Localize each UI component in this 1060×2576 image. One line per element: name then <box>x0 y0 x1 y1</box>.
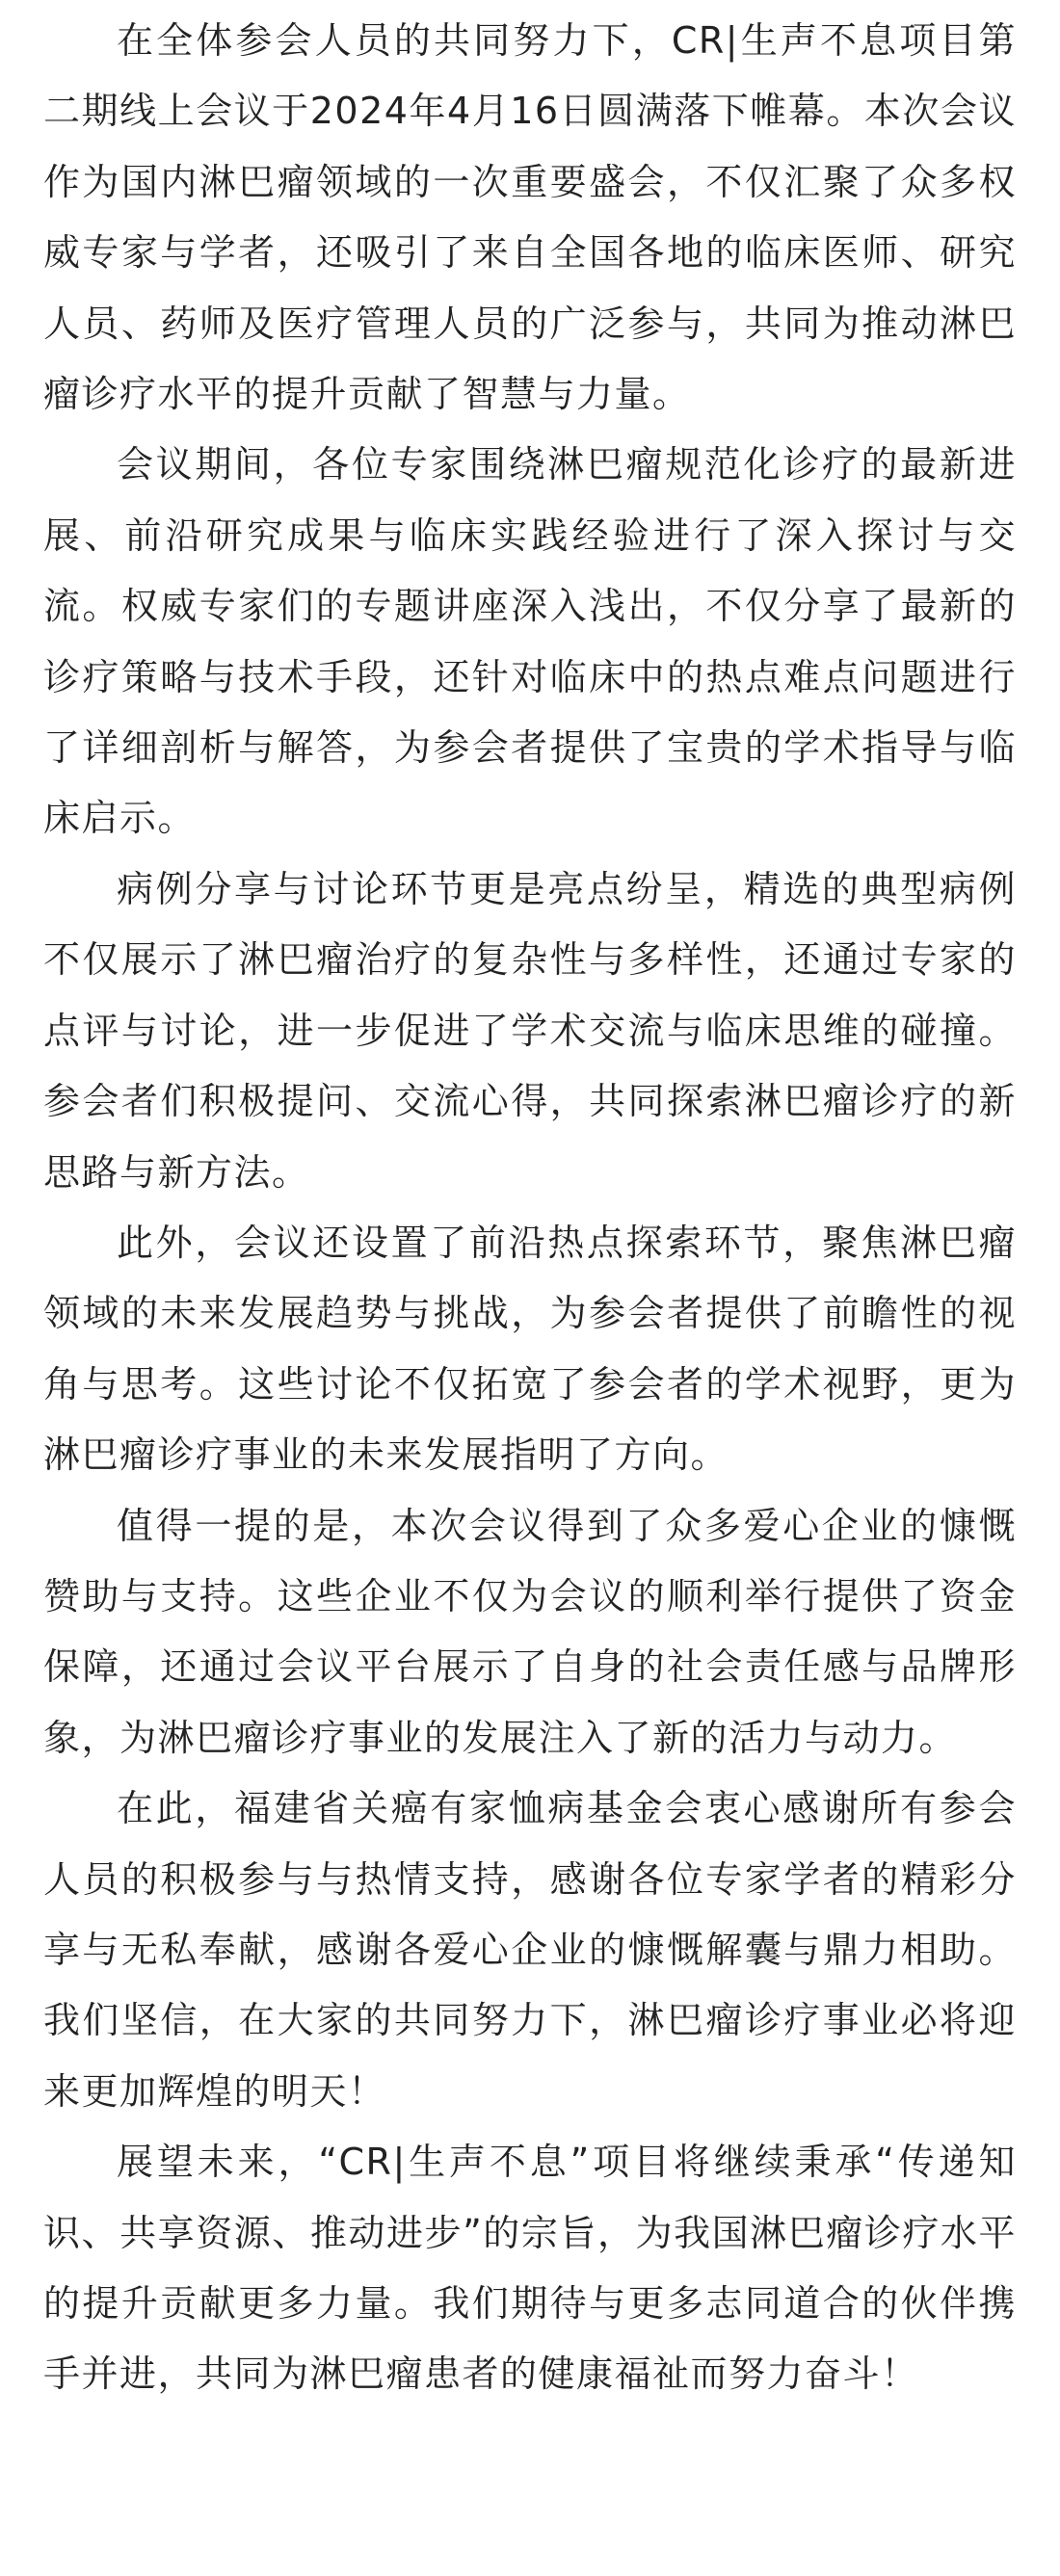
paragraph-meeting-conclusion: 在全体参会人员的共同努力下，CR|生声不息项目第二期线上会议于2024年4月16日圆满落下帷幕。本次会议作为国内淋巴瘤领域的一次重要盛会，不仅汇聚了众多权威专家与学者，还吸引了来自全国各地的临床医师、研究人员、药师及医疗管理人员的广泛参与，共同为推动淋巴瘤诊疗水平的提升贡献了智慧与力量。 <box>43 19 1017 416</box>
paragraph-case-sharing: 病例分享与讨论环节更是亮点纷呈，精选的典型病例不仅展示了淋巴瘤治疗的复杂性与多样性，还通过专家的点评与讨论，进一步促进了学术交流与临床思维的碰撞。参会者们积极提问、交流心得，共同探索淋巴瘤诊疗的新思路与新方法。 <box>43 867 1017 1194</box>
paragraph-frontier-topics: 此外，会议还设置了前沿热点探索环节，聚焦淋巴瘤领域的未来发展趋势与挑战，为参会者提供了前瞻性的视角与思考。这些讨论不仅拓宽了参会者的学术视野，更为淋巴瘤诊疗事业的未来发展指明了方向。 <box>43 1221 1017 1477</box>
paragraph-sponsor-thanks: 值得一提的是，本次会议得到了众多爱心企业的慷慨赞助与支持。这些企业不仅为会议的顺利举行提供了资金保障，还通过会议平台展示了自身的社会责任感与品牌形象，为淋巴瘤诊疗事业的发展注入了新的活力与动力。 <box>43 1504 1017 1759</box>
paragraph-expert-discussion: 会议期间，各位专家围绕淋巴瘤规范化诊疗的最新进展、前沿研究成果与临床实践经验进行了深入探讨与交流。权威专家们的专题讲座深入浅出，不仅分享了最新的诊疗策略与技术手段，还针对临床中的热点难点问题进行了详细剖析与解答，为参会者提供了宝贵的学术指导与临床启示。 <box>43 443 1017 840</box>
paragraph-outlook: 展望未来，“CR|生声不息”项目将继续秉承“传递知识、共享资源、推动进步”的宗旨，为我国淋巴瘤诊疗水平的提升贡献更多力量。我们期待与更多志同道合的伙伴携手并进，共同为淋巴瘤患者的健康福祉而努力奋斗！ <box>43 2141 1017 2396</box>
paragraph-foundation-thanks: 在此，福建省关癌有家恤病基金会衷心感谢所有参会人员的积极参与与热情支持，感谢各位专家学者的精彩分享与无私奉献，感谢各爱心企业的慷慨解囊与鼎力相助。我们坚信，在大家的共同努力下，淋巴瘤诊疗事业必将迎来更加辉煌的明天！ <box>43 1787 1017 2113</box>
